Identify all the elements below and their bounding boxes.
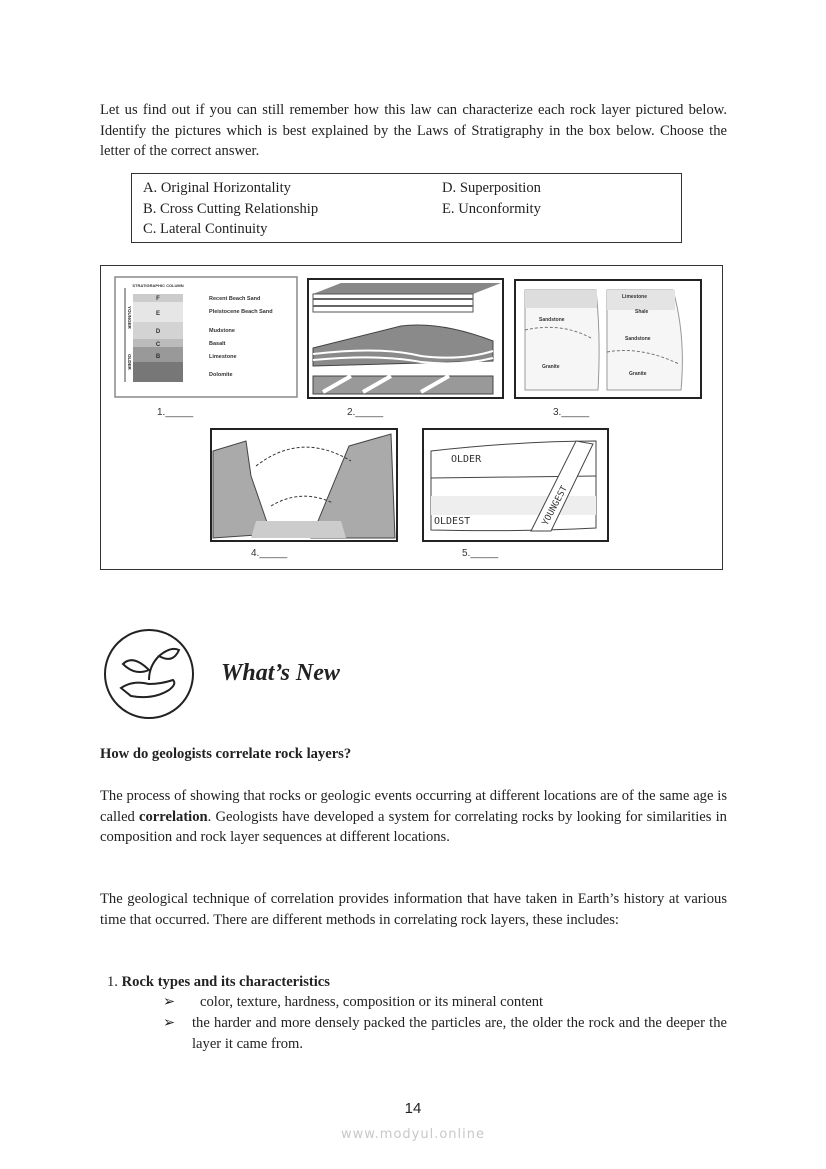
list-title: Rock types and its characteristics (121, 974, 330, 990)
layer-name: Recent Beach Sand (209, 296, 261, 302)
blank-2: 2._____ (347, 407, 384, 418)
figure-4-lateral-continuity (211, 429, 397, 541)
layer-letter: E (155, 311, 161, 317)
axis-older: OLDER (127, 354, 132, 370)
list-number: 1. (107, 974, 118, 990)
older-label: OLDER (451, 454, 482, 465)
question-heading: How do geologists correlate rock layers? (100, 746, 352, 762)
choice-b: B. Cross Cutting Relationship (143, 200, 319, 217)
watermark: www.modyul.online (340, 1127, 486, 1142)
choice-d: D. Superposition (442, 180, 541, 196)
text: The process of showing that rocks or geologic events occurring at different locations are of the same age is called (100, 788, 727, 825)
rock-label: Granite (629, 371, 647, 377)
rock-label: Sandstone (539, 317, 565, 323)
term-correlation: correlation (139, 808, 208, 825)
blank-1: 1._____ (157, 407, 194, 418)
layer-letter: D (155, 329, 161, 335)
axis-younger: YOUNGER (127, 306, 132, 329)
layer-name: Limestone (209, 354, 237, 360)
choice-e: E. Unconformity (442, 200, 541, 217)
page-number: 14 (404, 1100, 422, 1117)
blank-3: 3._____ (553, 407, 590, 418)
layer-letter: F (156, 296, 160, 302)
list-item-1 (107, 972, 330, 993)
answer-choices-box (131, 173, 682, 243)
figure-2-layered-blocks (308, 279, 503, 398)
blank-5: 5._____ (462, 548, 499, 559)
layer-name: Mudstone (209, 328, 235, 334)
layer-name: Basalt (209, 341, 226, 347)
paragraph-methods: The geological technique of correlation provides information that have taken in Earth’s history at various time that occurred. There are different methods in correlating rock layers, these includes: (100, 891, 727, 928)
column-title: STRATIGRAPHIC COLUMN (132, 283, 184, 288)
figure-5-cross-cutting (423, 429, 608, 541)
layer-letter: C (155, 342, 161, 348)
bullet-arrow-icon: ➢ (163, 1015, 176, 1031)
rock-label: Shale (635, 309, 649, 315)
rock-label: Granite (542, 364, 560, 370)
youngest-label: YOUNGEST (540, 484, 571, 528)
layer-name: Dolomite (209, 372, 233, 378)
stratigraphy-figures (100, 265, 723, 570)
intro-paragraph: Let us find out if you can still remember how this law can characterize each rock layer pictured below. Identify the pictures which is best explained by the Laws of Stratigraphy in the box below. Choose the letter of the correct answer. (100, 102, 727, 160)
figure-3-unconformity (515, 280, 701, 398)
rock-label: Sandstone (625, 336, 651, 342)
bullet-2: the harder and more densely packed the particles are, the older the rock and the deeper the layer it came from. (192, 1015, 727, 1052)
plant-in-hand-icon (103, 628, 195, 720)
text: . Geologists have developed a system for correlating rocks by looking for similarities in composition and rock layer sequences at different locations. (100, 808, 727, 846)
paragraph-correlation (100, 786, 727, 848)
choice-c: C. Lateral Continuity (143, 221, 268, 237)
bullet-arrow-icon: ➢ (163, 994, 176, 1010)
section-title: What’s New (221, 660, 340, 686)
bullet-1: color, texture, hardness, composition or its mineral content (200, 994, 544, 1010)
layer-name: Pleistocene Beach Sand (209, 309, 273, 315)
rock-label: Limestone (622, 294, 648, 300)
figure-1-stratigraphic-column (115, 277, 297, 397)
layer-letter: B (155, 354, 161, 360)
oldest-label: OLDEST (434, 516, 471, 527)
blank-4: 4._____ (251, 548, 288, 559)
choice-a: A. Original Horizontality (143, 180, 291, 196)
